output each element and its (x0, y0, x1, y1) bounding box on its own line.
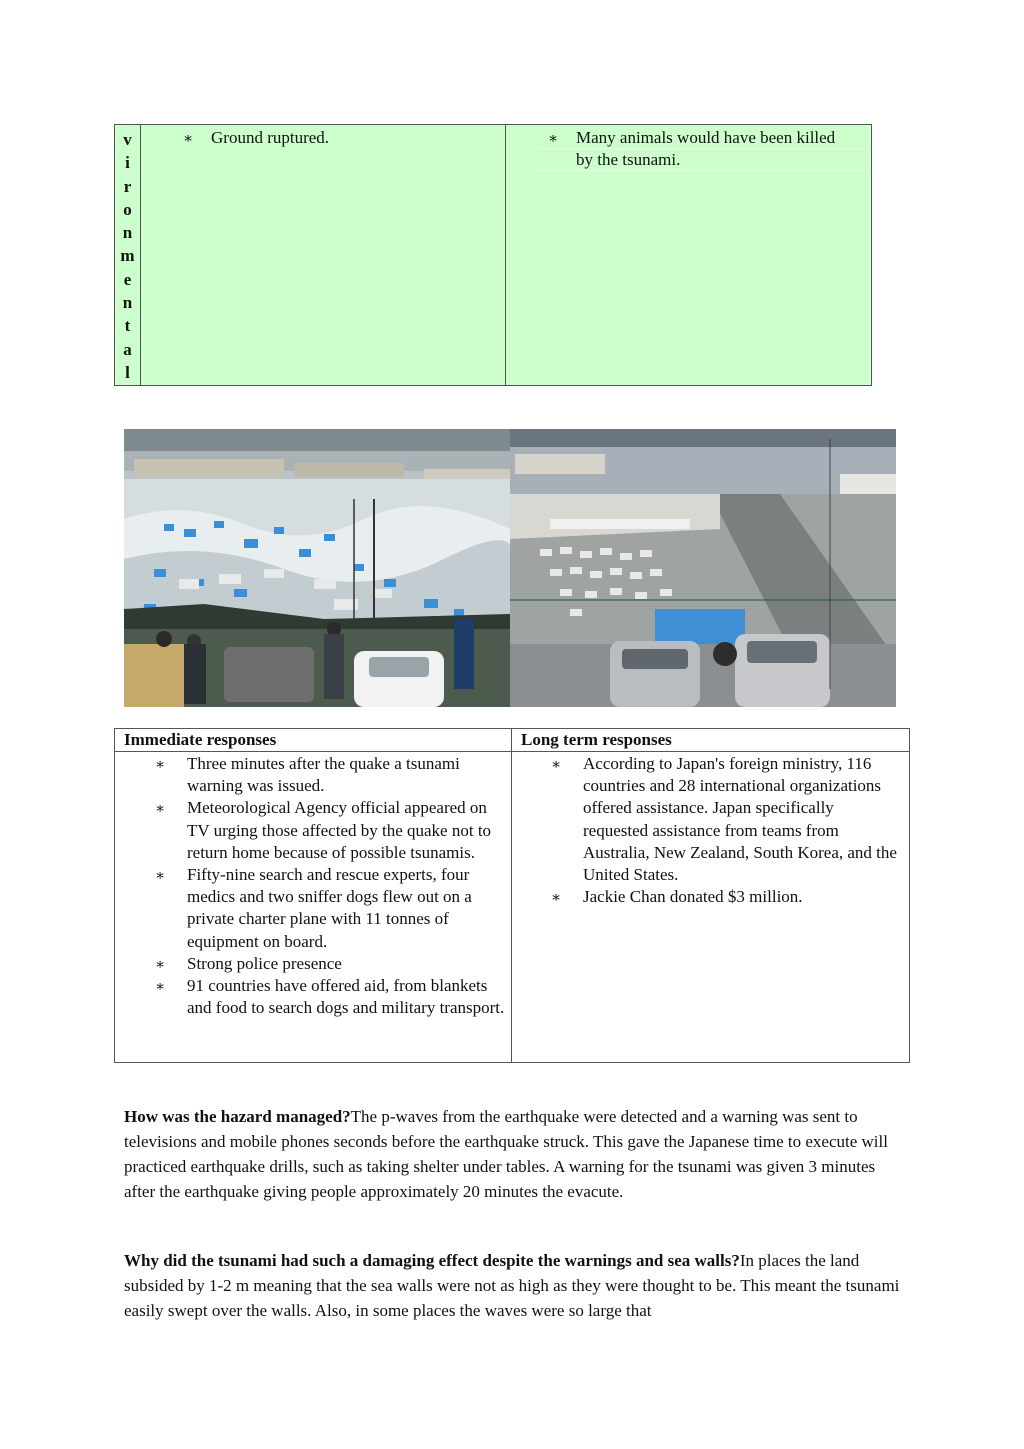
list-item (155, 864, 505, 953)
list-item-text: Ground ruptured. (211, 128, 330, 147)
list-item-text: According to Japan's foreign ministry, 116 countries and 28 international organizations offered assistance. Japan specifically requested assistance from teams from Australia, New Zealand, South Korea, and the United States. (583, 754, 897, 885)
primary-environmental-effects (141, 125, 506, 385)
tsunami-damage-paragraph (124, 1248, 904, 1323)
bullet-icon: ∗ (155, 801, 166, 818)
label-letter: l (125, 362, 130, 382)
bullet-icon: ∗ (155, 868, 166, 885)
label-letter: n (122, 223, 133, 243)
long-term-responses-header: Long term responses (512, 729, 909, 752)
tsunami-flood-photo (124, 429, 510, 707)
list-item (183, 127, 495, 149)
bullet-icon: ∗ (551, 890, 562, 907)
label-letter: e (123, 269, 132, 289)
responses-table (114, 728, 910, 1063)
label-letter: n (122, 293, 133, 313)
immediate-responses-column (115, 729, 512, 1062)
paragraph-heading: Why did the tsunami had such a damaging effect despite the warnings and sea walls? (124, 1251, 740, 1270)
long-term-responses-list (512, 752, 909, 908)
paragraph-body: In places the land subsided by 1-2 m meaning that the sea walls were not as high as they were thought to be. This meant the tsunami easily swept over the walls. Also, in some places the waves were so large that (124, 1251, 900, 1320)
list-item-text: Strong police presence (187, 953, 342, 973)
label-letter: t (124, 316, 131, 336)
list-item (548, 127, 861, 171)
list-item (155, 953, 505, 975)
tsunami-photos (124, 429, 896, 707)
list-item (551, 753, 903, 886)
list-item-text: Many animals would have been killed by the tsunami. (576, 128, 836, 169)
environmental-effects-table (114, 124, 872, 386)
list-item (155, 753, 505, 797)
paragraph-heading: How was the hazard managed? (124, 1107, 351, 1126)
secondary-environmental-effects (506, 125, 871, 385)
list-item-text: Meteorological Agency official appeared on TV urging those affected by the quake not to return home because of possible tsunamis. (187, 798, 492, 862)
tsunami-aftermath-photo (510, 429, 896, 707)
immediate-responses-list (115, 752, 511, 1019)
label-letter: v (123, 130, 132, 149)
label-letter: a (123, 339, 132, 359)
bullet-icon: ∗ (551, 757, 562, 773)
list-item (551, 886, 903, 908)
label-letter: o (123, 199, 132, 219)
bullet-icon: ∗ (548, 131, 559, 147)
paragraph-body: The p-waves from the earthquake were detected and a warning was sent to televisions and mobile phones seconds before the earthquake struck. This gave the Japanese time to execute will practiced earthquake drills, such as taking shelter under tables. A warning for the tsunami was given 3 minutes after the earthquake giving people approximately 20 minutes the evacute. (124, 1107, 888, 1201)
list-item (155, 975, 505, 1019)
environmental-row-label (115, 125, 141, 385)
label-letter: m (120, 246, 135, 266)
hazard-management-paragraph (124, 1104, 904, 1204)
bullet-icon: ∗ (155, 956, 166, 973)
long-term-responses-column (512, 729, 909, 1062)
list-item (155, 797, 505, 864)
label-letter: r (123, 176, 132, 196)
bullet-icon: ∗ (155, 979, 166, 996)
bullet-icon: ∗ (183, 131, 194, 147)
list-item-text: Jackie Chan donated $3 million. (583, 887, 803, 907)
list-item-text: Three minutes after the quake a tsunami warning was issued. (187, 754, 460, 796)
list-item-text: Fifty-nine search and rescue experts, four medics and two sniffer dogs flew out on a private charter plane with 11 tonnes of equipment on board. (187, 865, 472, 951)
list-item-text: 91 countries have offered aid, from blankets and food to search dogs and military transport. (187, 976, 505, 1018)
immediate-responses-header: Immediate responses (115, 729, 511, 752)
label-letter: i (125, 153, 130, 173)
bullet-icon: ∗ (155, 757, 166, 773)
